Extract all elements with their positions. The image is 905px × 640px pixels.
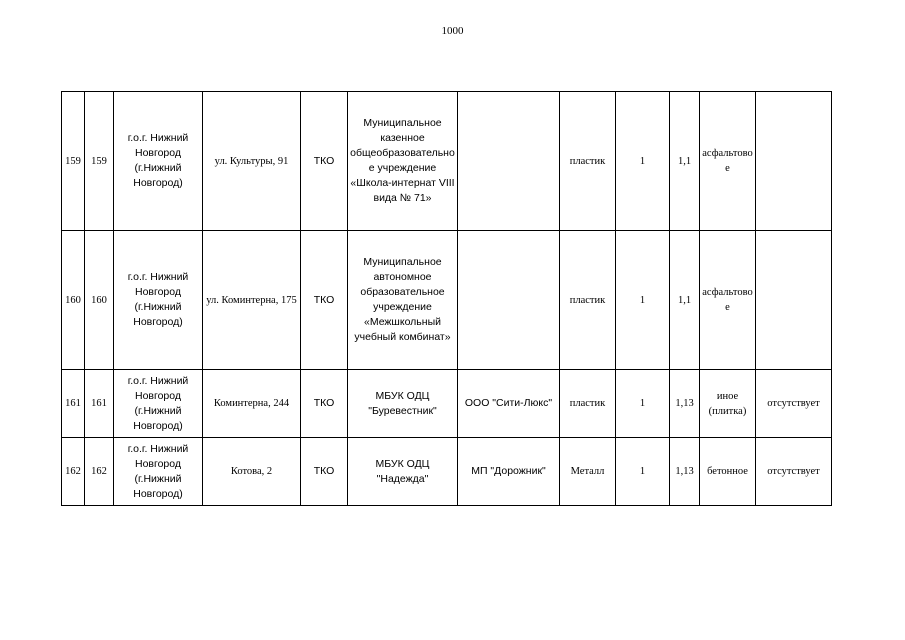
address-cell: ул. Культуры, 91	[203, 92, 301, 231]
row-number-cell: 162	[85, 438, 114, 506]
waste-type-cell: ТКО	[301, 438, 348, 506]
district-cell: г.о.г. Нижний Новгород (г.Нижний Новгород)	[114, 370, 203, 438]
owner-cell: Муниципальное казенное общеобразовательное учреждение «Школа-интернат VIII вида № 71»	[348, 92, 458, 231]
volume-cell: 1,13	[670, 370, 700, 438]
surface-cell: бетонное	[700, 438, 756, 506]
waste-type-cell: ТКО	[301, 92, 348, 231]
owner-cell: Муниципальное автономное образовательное учреждение «Межшкольный учебный комбинат»	[348, 231, 458, 370]
count-cell: 1	[616, 438, 670, 506]
fence-cell: отсутствует	[756, 370, 832, 438]
count-cell: 1	[616, 231, 670, 370]
material-cell: пластик	[560, 370, 616, 438]
waste-type-cell: ТКО	[301, 231, 348, 370]
material-cell: Металл	[560, 438, 616, 506]
surface-cell: иное (плитка)	[700, 370, 756, 438]
row-index-cell: 162	[62, 438, 85, 506]
table-row	[62, 231, 832, 370]
address-cell: Котова, 2	[203, 438, 301, 506]
operator-cell: ООО "Сити-Люкс"	[458, 370, 560, 438]
volume-cell: 1,1	[670, 92, 700, 231]
surface-cell: асфальтовое	[700, 231, 756, 370]
table-row	[62, 370, 832, 438]
waste-type-cell: ТКО	[301, 370, 348, 438]
count-cell: 1	[616, 92, 670, 231]
row-number-cell: 161	[85, 370, 114, 438]
registry-table	[61, 91, 832, 506]
volume-cell: 1,13	[670, 438, 700, 506]
row-number-cell: 160	[85, 231, 114, 370]
address-cell: ул. Коминтерна, 175	[203, 231, 301, 370]
fence-cell: отсутствует	[756, 438, 832, 506]
table-row	[62, 92, 832, 231]
material-cell: пластик	[560, 92, 616, 231]
row-index-cell: 160	[62, 231, 85, 370]
fence-cell	[756, 231, 832, 370]
row-index-cell: 159	[62, 92, 85, 231]
district-cell: г.о.г. Нижний Новгород (г.Нижний Новгород)	[114, 92, 203, 231]
material-cell: пластик	[560, 231, 616, 370]
owner-cell: МБУК ОДЦ "Буревестник"	[348, 370, 458, 438]
operator-cell	[458, 231, 560, 370]
operator-cell: МП "Дорожник"	[458, 438, 560, 506]
row-index-cell: 161	[62, 370, 85, 438]
row-number-cell: 159	[85, 92, 114, 231]
operator-cell	[458, 92, 560, 231]
volume-cell: 1,1	[670, 231, 700, 370]
district-cell: г.о.г. Нижний Новгород (г.Нижний Новгород)	[114, 438, 203, 506]
owner-cell: МБУК ОДЦ "Надежда"	[348, 438, 458, 506]
surface-cell: асфальтовое	[700, 92, 756, 231]
district-cell: г.о.г. Нижний Новгород (г.Нижний Новгород)	[114, 231, 203, 370]
fence-cell	[756, 92, 832, 231]
table-row	[62, 438, 832, 506]
count-cell: 1	[616, 370, 670, 438]
address-cell: Коминтерна, 244	[203, 370, 301, 438]
page-number: 1000	[441, 25, 464, 37]
